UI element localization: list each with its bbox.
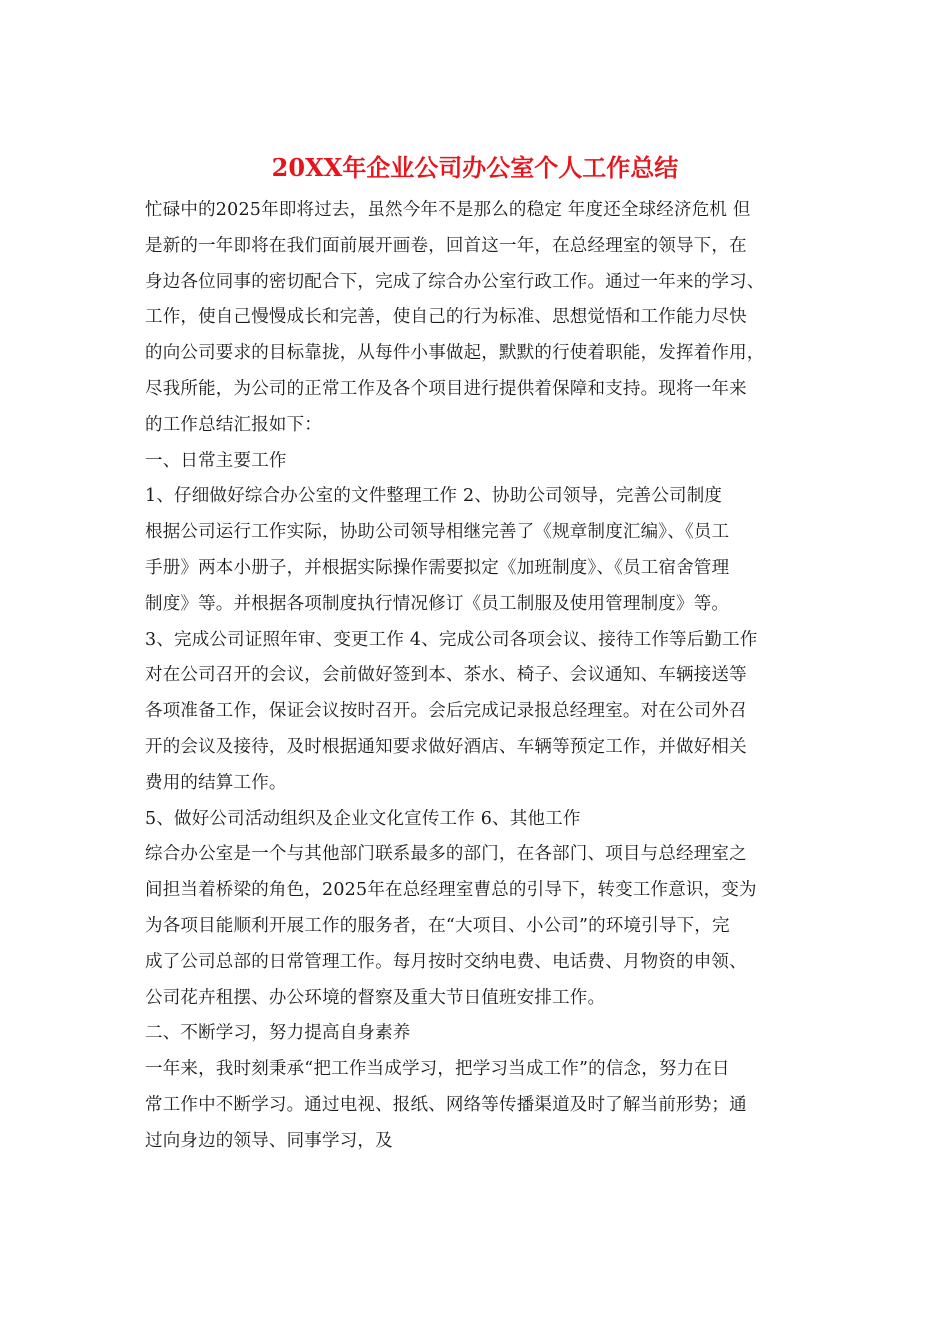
- text-line: 开的会议及接待，及时根据通知要求做好酒店、车辆等预定工作，并做好相关: [145, 736, 747, 757]
- text-line: 5、做好公司活动组织及企业文化宣传工作 6、其他工作: [145, 808, 581, 829]
- text-line: 综合办公室是一个与其他部门联系最多的部门，在各部门、项目与总经理室之: [145, 844, 747, 865]
- text-line: 尽我所能，为公司的正常工作及各个项目进行提供着保障和支持。现将一年来: [145, 378, 747, 399]
- text-line: 成了公司总部的日常管理工作。每月按时交纳电费、电话费、月物资的申领、: [145, 951, 747, 972]
- text-line: 常工作中不断学习。通过电视、报纸、网络等传播渠道及时了解当前形势；通: [145, 1094, 747, 1115]
- text-line: 手册》两本小册子，并根据实际操作需要拟定《加班制度》、《员工宿舍管理: [145, 557, 730, 578]
- text-line: 是新的一年即将在我们面前展开画卷，回首这一年，在总经理室的领导下，在: [145, 235, 747, 256]
- text-line: 对在公司召开的会议，会前做好签到本、茶水、椅子、会议通知、车辆接送等: [145, 665, 747, 686]
- text-line: 制度》等。并根据各项制度执行情况修订《员工制服及使用管理制度》等。: [145, 593, 730, 614]
- document-body: [145, 193, 811, 1160]
- text-line: 3、完成公司证照年审、变更工作 4、完成公司各项会议、接待工作等后勤工作: [145, 629, 758, 650]
- text-line: 的工作总结汇报如下：: [145, 414, 322, 435]
- text-line: 一年来，我时刻秉承“把工作当成学习，把学习当成工作”的信念，努力在日: [145, 1059, 730, 1080]
- text-line: 各项准备工作，保证会议按时召开。会后完成记录报总经理室。对在公司外召: [145, 701, 747, 722]
- text-line: 为各项目能顺利开展工作的服务者，在“大项目、小公司”的环境引导下，完: [145, 915, 730, 936]
- text-line: 费用的结算工作。: [145, 772, 287, 793]
- text-line: 身边各位同事的密切配合下，完成了综合办公室行政工作。通过一年来的学习、: [145, 271, 765, 292]
- section-heading: 二、不断学习，努力提高自身素养: [145, 1023, 411, 1044]
- text-line: 1、仔细做好综合办公室的文件整理工作 2、协助公司领导，完善公司制度: [145, 486, 723, 507]
- text-line: 间担当着桥梁的角色，2025年在总经理室曹总的引导下，转变工作意识，变为: [145, 880, 757, 901]
- section-heading: 一、日常主要工作: [145, 450, 287, 471]
- text-line: 的向公司要求的目标靠拢，从每件小事做起，默默的行使着职能，发挥着作用，: [145, 343, 765, 364]
- text-line: 工作，使自己慢慢成长和完善，使自己的行为标准、思想觉悟和工作能力尽快: [145, 307, 747, 328]
- text-line: 根据公司运行工作实际，协助公司领导相继完善了《规章制度汇编》、《员工: [145, 522, 730, 543]
- text-line: 忙碌中的2025年即将过去，虽然今年不是那么的稳定 年度还全球经济危机 但: [145, 200, 751, 220]
- text-line: 公司花卉租摆、办公环境的督察及重大节日值班安排工作。: [145, 987, 606, 1008]
- document-title: 20XX年企业公司办公室个人工作总结: [271, 153, 679, 182]
- text-line: 过向身边的领导、同事学习，及: [145, 1130, 393, 1151]
